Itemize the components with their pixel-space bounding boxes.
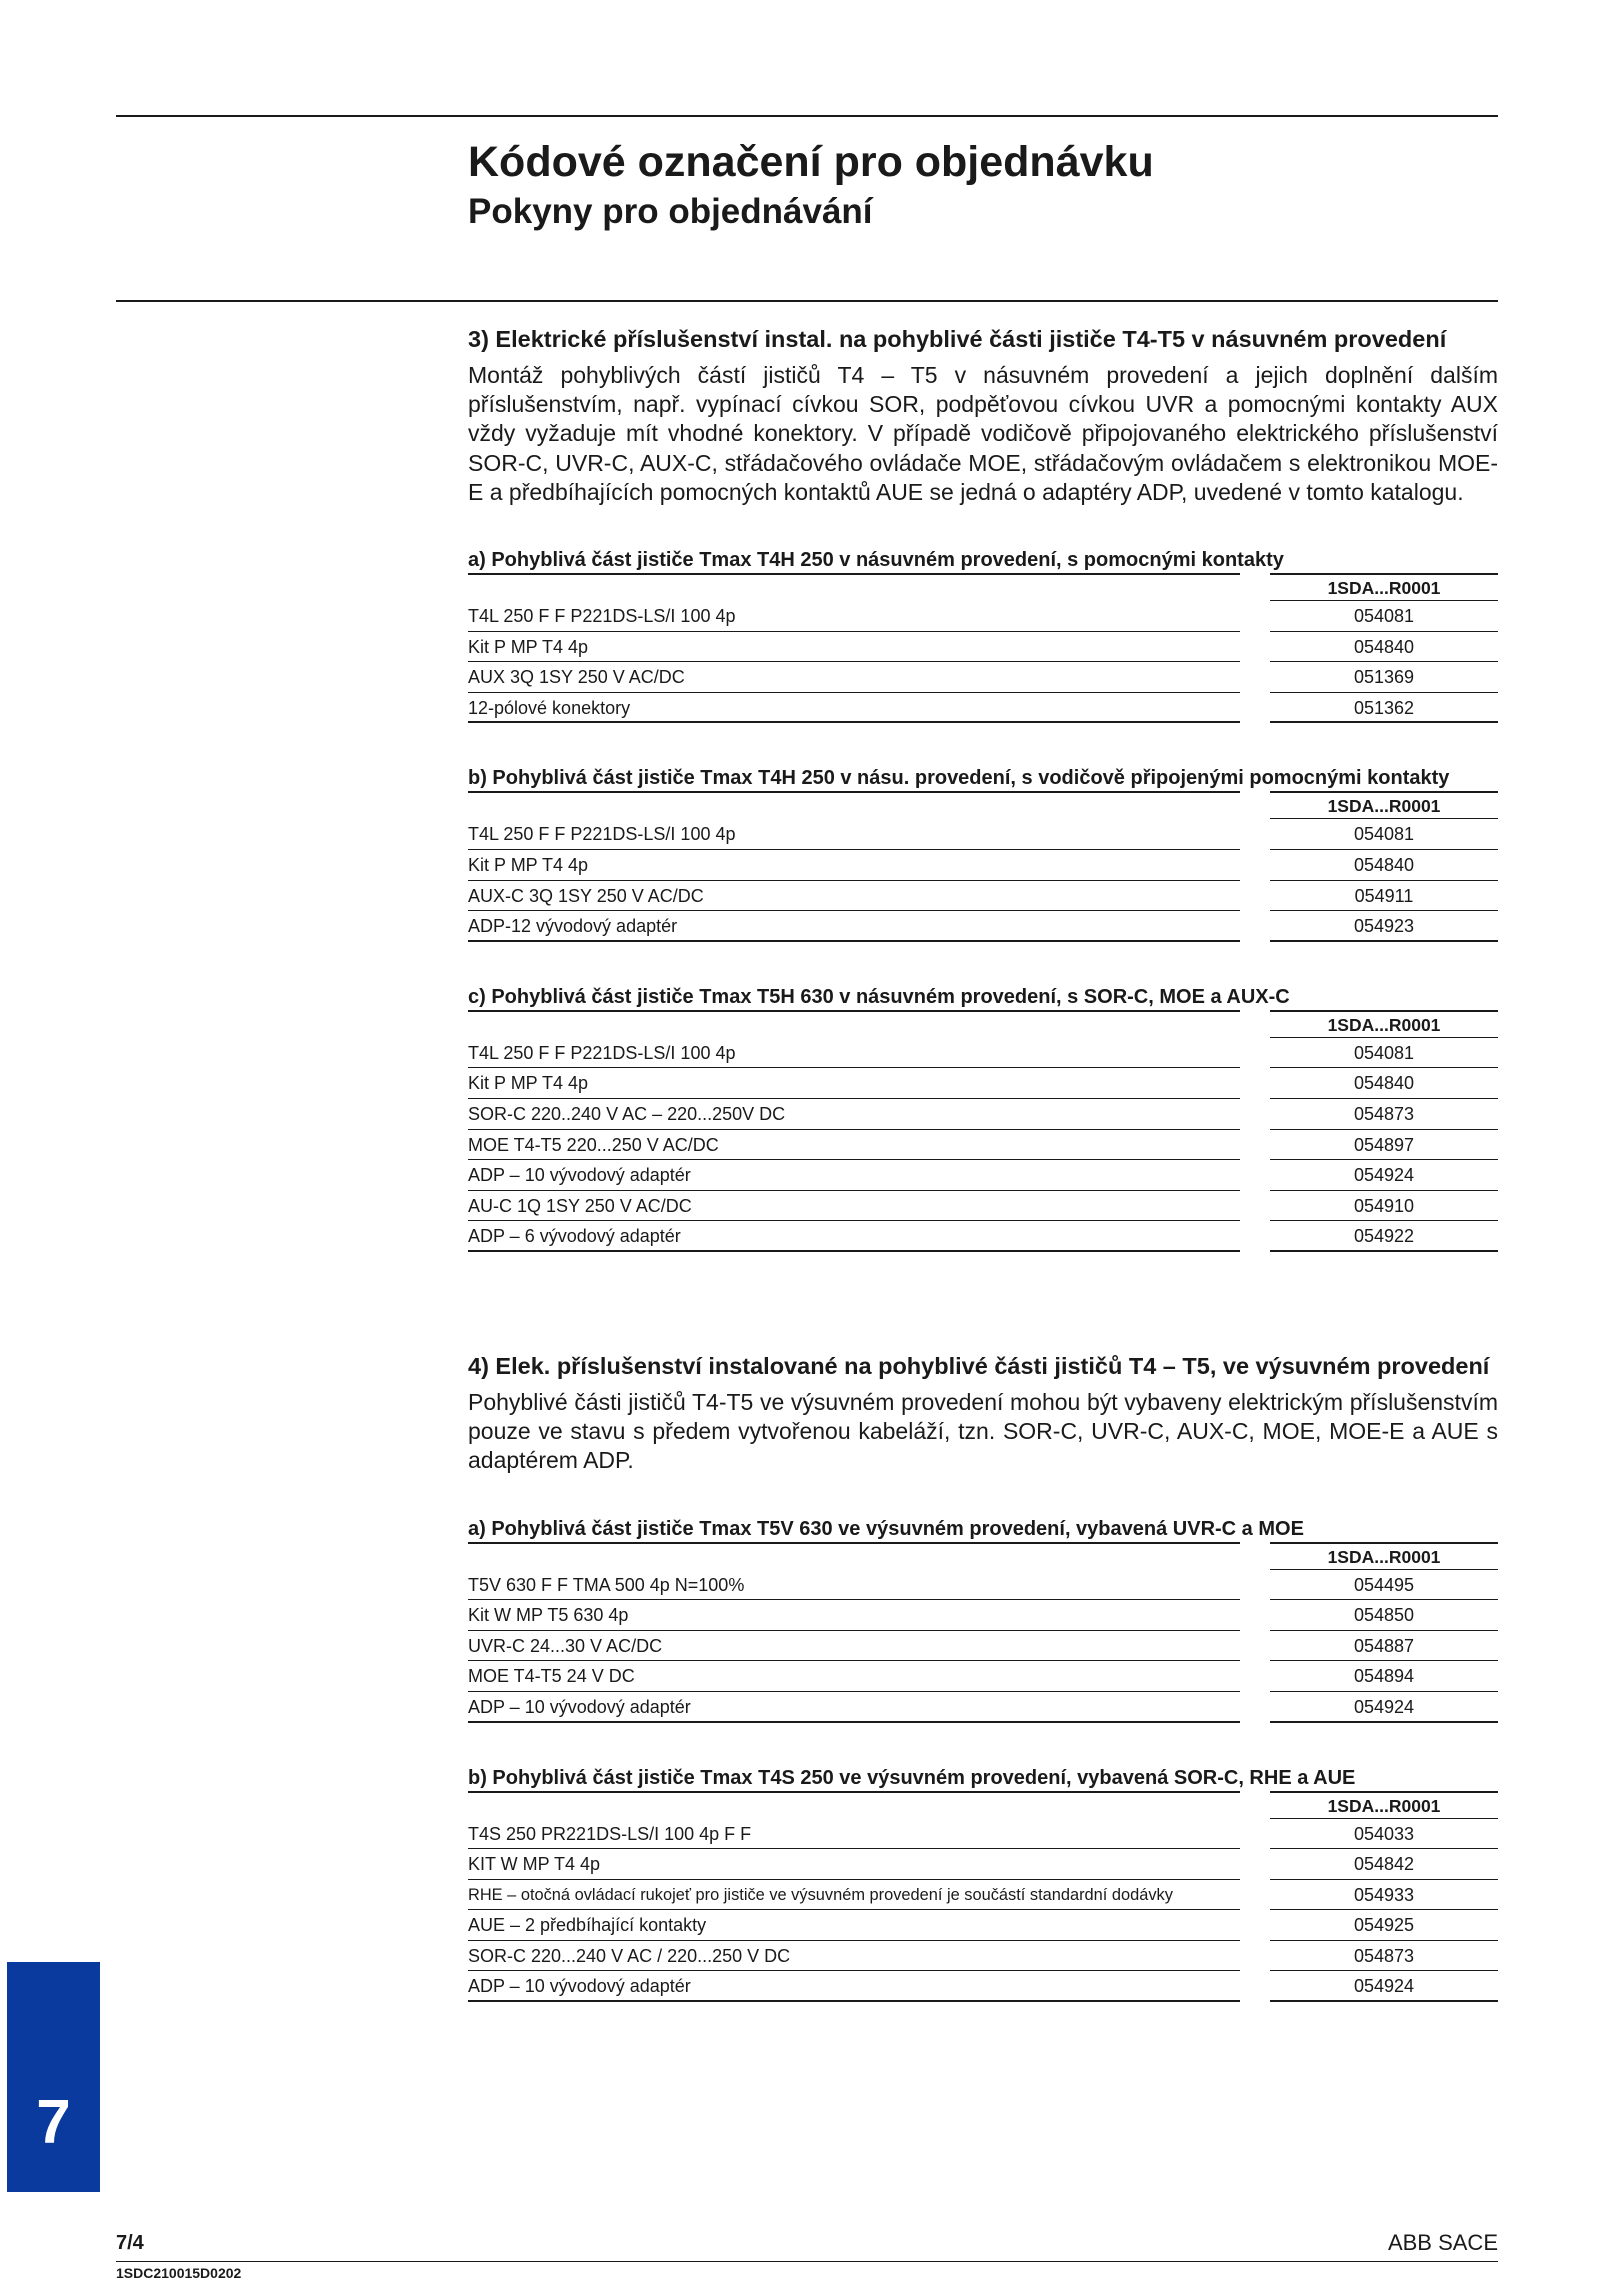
row-code: 054925 [1270,1910,1498,1941]
row-description: RHE – otočná ovládací rukojeť pro jističe ve výsuvném provedení je součástí standardní dodávky [468,1880,1240,1911]
order-table [468,1516,1498,1723]
table-code-header: 1SDA...R0001 [1270,1791,1498,1819]
row-code: 054081 [1270,1038,1498,1069]
page-number: 7/4 [116,2232,144,2254]
table-row [468,881,1498,912]
row-code: 054911 [1270,881,1498,912]
table-title: c) Pohyblivá část jističe Tmax T5H 630 v násuvném provedení, s SOR-C, MOE a AUX-C [468,985,1290,1008]
footer-rule [116,2261,1498,2262]
table-row [468,1600,1498,1631]
table-row [468,1849,1498,1880]
header-rule [116,300,1498,302]
table-rule [468,1791,1240,1793]
row-description: SOR-C 220...240 V AC / 220...250 V DC [468,1941,1240,1972]
table-code-header: 1SDA...R0001 [1270,1010,1498,1038]
table-row [468,1692,1498,1723]
row-description: AU-C 1Q 1SY 250 V AC/DC [468,1191,1240,1222]
table-title: b) Pohyblivá část jističe Tmax T4S 250 ve výsuvném provedení, vybavená SOR-C, RHE a AUE [468,1766,1356,1789]
table-row [468,1570,1498,1601]
order-table [468,765,1498,941]
row-description: MOE T4-T5 24 V DC [468,1661,1240,1692]
section-paragraph: Pohyblivé části jističů T4-T5 ve výsuvném provedení mohou být vybaveny elektrickým příslušenstvím pouze ve stavu s předem vytvořenou kabeláží, tzn. SOR-C, UVR-C, AUX-C, MOE, MOE-E a AUE s adaptérem ADP. [468,1388,1498,1474]
row-code: 054897 [1270,1130,1498,1161]
row-code: 054081 [1270,601,1498,632]
row-description: T4S 250 PR221DS-LS/I 100 4p F F [468,1819,1240,1850]
table-row [468,1068,1498,1099]
row-description: AUX-C 3Q 1SY 250 V AC/DC [468,881,1240,912]
table-row [468,601,1498,632]
row-code: 054933 [1270,1880,1498,1911]
section-3 [468,323,1498,1252]
table-code-header: 1SDA...R0001 [1270,1542,1498,1570]
chapter-number: 7 [36,2088,71,2157]
row-description: ADP – 6 vývodový adaptér [468,1221,1240,1252]
table-row [468,1099,1498,1130]
page-subtitle: Pokyny pro objednávání [468,192,873,231]
table-rule [468,1542,1240,1544]
table-code-header: 1SDA...R0001 [1270,791,1498,819]
section-paragraph: Montáž pohyblivých částí jističů T4 – T5 v násuvném provedení a jejich doplnění dalším příslušenstvím, např. vypínací cívkou SOR, podpěťovou cívkou UVR a pomocnými kontakty AUX vždy vyžaduje mít vhodné konektory. V případě vodičově připojovaného elektrického příslušenství SOR-C, UVR-C, AUX-C, střádačového ovládače MOE, střádačovým ovládačem s elektronikou MOE-E a předbíhajících pomocných kontaktů AUE se jedná o adaptéry ADP, uvedené v tomto katalogu. [468,362,1498,505]
table-rule [468,791,1240,793]
section-4 [468,1350,1498,2002]
table-row [468,1631,1498,1662]
row-code: 054033 [1270,1819,1498,1850]
row-code: 054850 [1270,1600,1498,1631]
table-title: a) Pohyblivá část jističe Tmax T5V 630 ve výsuvném provedení, vybavená UVR-C a MOE [468,1517,1304,1540]
table-rule [468,1010,1240,1012]
row-description: T4L 250 F F P221DS-LS/I 100 4p [468,1038,1240,1069]
table-row [468,850,1498,881]
row-code: 054887 [1270,1631,1498,1662]
table-title: a) Pohyblivá část jističe Tmax T4H 250 v násuvném provedení, s pomocnými kontakty [468,549,1284,572]
row-description: ADP – 10 vývodový adaptér [468,1692,1240,1723]
row-code: 054842 [1270,1849,1498,1880]
row-description: ADP – 10 vývodový adaptér [468,1971,1240,2002]
document-code: 1SDC210015D0202 [116,2265,242,2281]
row-code: 054840 [1270,632,1498,663]
row-description: Kit P MP T4 4p [468,632,1240,663]
row-code: 054923 [1270,911,1498,942]
table-row [468,1191,1498,1222]
row-description: Kit P MP T4 4p [468,850,1240,881]
brand-name: ABB SACE [1387,2230,1498,2255]
row-code: 054873 [1270,1099,1498,1130]
table-row [468,1130,1498,1161]
order-table [468,547,1498,723]
row-description: 12-pólové konektory [468,693,1240,724]
table-row [468,662,1498,693]
row-description: T4L 250 F F P221DS-LS/I 100 4p [468,601,1240,632]
table-row [468,1941,1498,1972]
table-row [468,1221,1498,1252]
section-heading: 3) Elektrické příslušenství instal. na pohyblivé části jističe T4-T5 v násuvném provedení [468,326,1447,352]
table-row [468,819,1498,850]
table-code-header: 1SDA...R0001 [1270,573,1498,601]
order-table [468,1765,1498,2003]
table-row [468,1880,1498,1911]
table-title: b) Pohyblivá část jističe Tmax T4H 250 v násu. provedení, s vodičově připojenými pomocnými kontakty [468,767,1450,790]
row-code: 054924 [1270,1692,1498,1723]
page-title: Kódové označení pro objednávku [468,138,1154,186]
section-heading: 4) Elek. příslušenství instalované na pohyblivé části jističů T4 – T5, ve výsuvném provedení [468,1352,1490,1379]
row-code: 054873 [1270,1941,1498,1972]
row-code: 054840 [1270,850,1498,881]
top-rule [116,115,1498,117]
chapter-tab [7,1962,100,2192]
table-row [468,1038,1498,1069]
row-description: ADP-12 vývodový adaptér [468,911,1240,942]
table-row [468,1160,1498,1191]
row-code: 054910 [1270,1191,1498,1222]
table-row [468,693,1498,724]
row-code: 054894 [1270,1661,1498,1692]
row-description: KIT W MP T4 4p [468,1849,1240,1880]
table-row [468,1661,1498,1692]
row-code: 054924 [1270,1971,1498,2002]
row-description: ADP – 10 vývodový adaptér [468,1160,1240,1191]
table-row [468,632,1498,663]
page-header [468,136,1154,236]
main-content [468,323,1498,2002]
row-code: 054924 [1270,1160,1498,1191]
row-code: 054081 [1270,819,1498,850]
table-row [468,1910,1498,1941]
row-description: AUE – 2 předbíhající kontakty [468,1910,1240,1941]
table-row [468,911,1498,942]
row-code: 054495 [1270,1570,1498,1601]
row-code: 054840 [1270,1068,1498,1099]
row-description: AUX 3Q 1SY 250 V AC/DC [468,662,1240,693]
row-description: T5V 630 F F TMA 500 4p N=100% [468,1570,1240,1601]
row-description: Kit W MP T5 630 4p [468,1600,1240,1631]
table-rule [468,573,1240,575]
row-description: Kit P MP T4 4p [468,1068,1240,1099]
row-description: UVR-C 24...30 V AC/DC [468,1631,1240,1662]
row-description: MOE T4-T5 220...250 V AC/DC [468,1130,1240,1161]
row-code: 054922 [1270,1221,1498,1252]
table-row [468,1971,1498,2002]
row-description: T4L 250 F F P221DS-LS/I 100 4p [468,819,1240,850]
row-description: SOR-C 220..240 V AC – 220...250V DC [468,1099,1240,1130]
table-row [468,1819,1498,1850]
row-code: 051369 [1270,662,1498,693]
row-code: 051362 [1270,693,1498,724]
order-table [468,984,1498,1252]
